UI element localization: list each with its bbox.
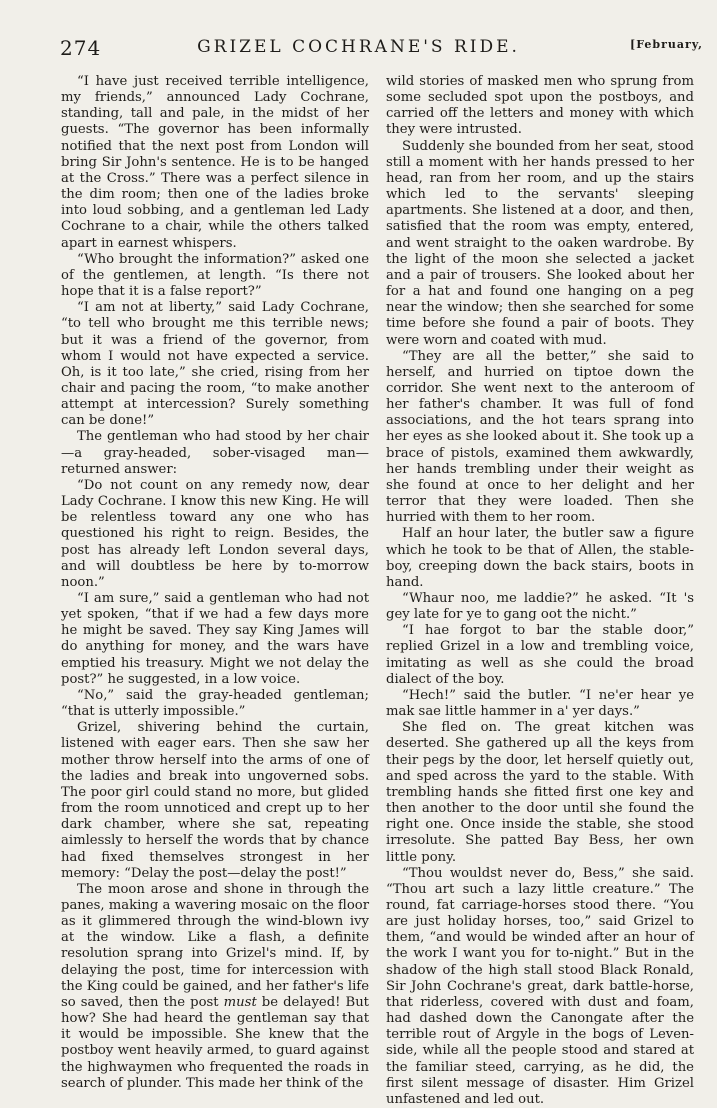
paragraph: “They are all the better,” she said to herself, and hurried on tiptoe down the corridor. She went next to the anteroom of her father's chamber. It was full of fond associations, and the hot tears sprang into her eyes as she looked about it. She took up a brace of pistols, examined them awkwardly, her hands trembling under their weight as she found at once to her delight and her terror that they were loaded. Then she hurried with them to her room. bbox=[386, 348, 694, 526]
paragraph-text: be delayed! But how? She had heard the gentleman say that it would be impossible. She knew that the postboy went heavily armed, to guard against the highwaymen who frequented the roads in search of plunder. This made her think of the bbox=[61, 994, 369, 1091]
paragraph: “Thou wouldst never do, Bess,” she said. “Thou art such a lazy little creature.” The round, fat carriage-horses stood there. “You are just holiday horses, too,” said Grizel to them, “and would be winded after an hour of the work I want you for to-night.” But in the shadow of the high stall stood Black Ronald, Sir John Cochrane's great, dark battle-horse, that riderless, covered with dust and foam, had dashed down the Canongate after the terrible rout of Argyle in the bogs of Leven-side, while all the people stood and stared at the familiar steed, carrying, as he did, the first silent message of disaster. Him Grizel unfastened and led out. bbox=[386, 865, 694, 1107]
paragraph: The gentleman who had stood by her chair—a gray-headed, sober-visaged man—returned answer: bbox=[61, 429, 369, 477]
issue-month: [February, bbox=[630, 38, 703, 51]
paragraph: “I have just received terrible intelligence, my friends,” announced Lady Cochrane, standing, tall and pale, in the midst of her guests. “The governor has been informally notified that the next post from London will bring Sir John's sentence. He is to be hanged at the Cross.” There was a perfect silence in the dim room; then one of the ladies broke into loud sobbing, and a gentleman led Lady Cochrane to a chair, while the others talked apart in earnest whispers. bbox=[61, 74, 369, 251]
paragraph: “Who brought the information?” asked one of the gentlemen, at length. “Is there not hope that it is a false report?” bbox=[61, 251, 369, 300]
paragraph: “I am not at liberty,” said Lady Cochrane, “to tell who brought me this terrible news; but it was a friend of the governor, from whom I would not have expected a service. Oh, is it too late,” she cried, rising from her chair and pacing the room, “to make another attempt at intercession? Surely something can be done!” bbox=[61, 300, 369, 429]
paragraph: “Hech!” said the butler. “I ne'er hear ye mak sae little hammer in a' yer days.” bbox=[386, 687, 694, 720]
emphasized-word: must bbox=[223, 994, 257, 1010]
paragraph: Half an hour later, the butler saw a figure which he took to be that of Allen, the stable-boy, creeping down the back stairs, boots in hand. bbox=[386, 526, 694, 590]
paragraph: “I hae forgot to bar the stable door,” replied Grizel in a low and trembling voice, imitating as well as she could the broad dialect of the boy. bbox=[386, 623, 694, 687]
page-header bbox=[0, 30, 717, 60]
right-column bbox=[386, 74, 694, 1108]
paragraph: Suddenly she bounded from her seat, stood still a moment with her hands pressed to her head, ran from her room, and up the stairs which led to the servants' sleeping apartments. She listened at a door, and then, satisfied that the room was empty, entered, and went straight to the oaken wardrobe. By the light of the moon she selected a jacket and a pair of trousers. She looked about her for a hat and found one hanging on a peg near the window; then she searched for some time before she found a pair of boots. They were worn and coated with mud. bbox=[386, 138, 694, 348]
running-title: GRIZEL COCHRANE'S RIDE. bbox=[197, 37, 520, 57]
paragraph-text: The moon arose and shone in through the panes, making a wavering mosaic on the floor as it glimmered through the wind-blown ivy at the window. Like a flash, a definite resolution sprang into Grizel's mind. If, by delaying the post, time for intercession with the King could be gained, and her father's life so saved, then the post bbox=[61, 881, 369, 1010]
paragraph: “No,” said the gray-headed gentleman; “that is utterly impossible.” bbox=[61, 687, 369, 720]
paragraph: “Do not count on any remedy now, dear Lady Cochrane. I know this new King. He will be relentless toward any one who has questioned his right to reign. Besides, the post has already left London several days, and will doubtless be here by to-morrow noon.” bbox=[61, 477, 369, 590]
paragraph: “Whaur noo, me laddie?” he asked. “It 's gey late for ye to gang oot the nicht.” bbox=[386, 591, 694, 623]
paragraph: “I am sure,” said a gentleman who had not yet spoken, “that if we had a few days more he might be saved. They say King James will do anything for money, and the wars have emptied his treasury. Might we not delay the post?” he suggested, in a low voice. bbox=[61, 591, 369, 687]
paragraph bbox=[61, 882, 369, 1092]
paragraph: Grizel, shivering behind the curtain, listened with eager ears. Then she saw her mother throw herself into the arms of one of the ladies and break into ungoverned sobs. The poor girl could stand no more, but glided from the room unnoticed and crept up to her dark chamber, where she sat, repeating aimlessly to herself the words that by chance had fixed themselves strongest in her memory: “Delay the post—delay the post!” bbox=[61, 720, 369, 881]
page-number: 274 bbox=[60, 36, 102, 60]
paragraph-continued: wild stories of masked men who sprung from some secluded spot upon the postboys, and carried off the letters and money with which they were intrusted. bbox=[386, 74, 694, 138]
left-column bbox=[61, 74, 369, 1092]
paragraph: She fled on. The great kitchen was deserted. She gathered up all the keys from their pegs by the door, let herself quietly out, and sped across the yard to the stable. With trembling hands she fitted first one key and then another to the door until she found the right one. Once inside the stable, she stood irresolute. She patted Bay Bess, her own little pony. bbox=[386, 720, 694, 865]
